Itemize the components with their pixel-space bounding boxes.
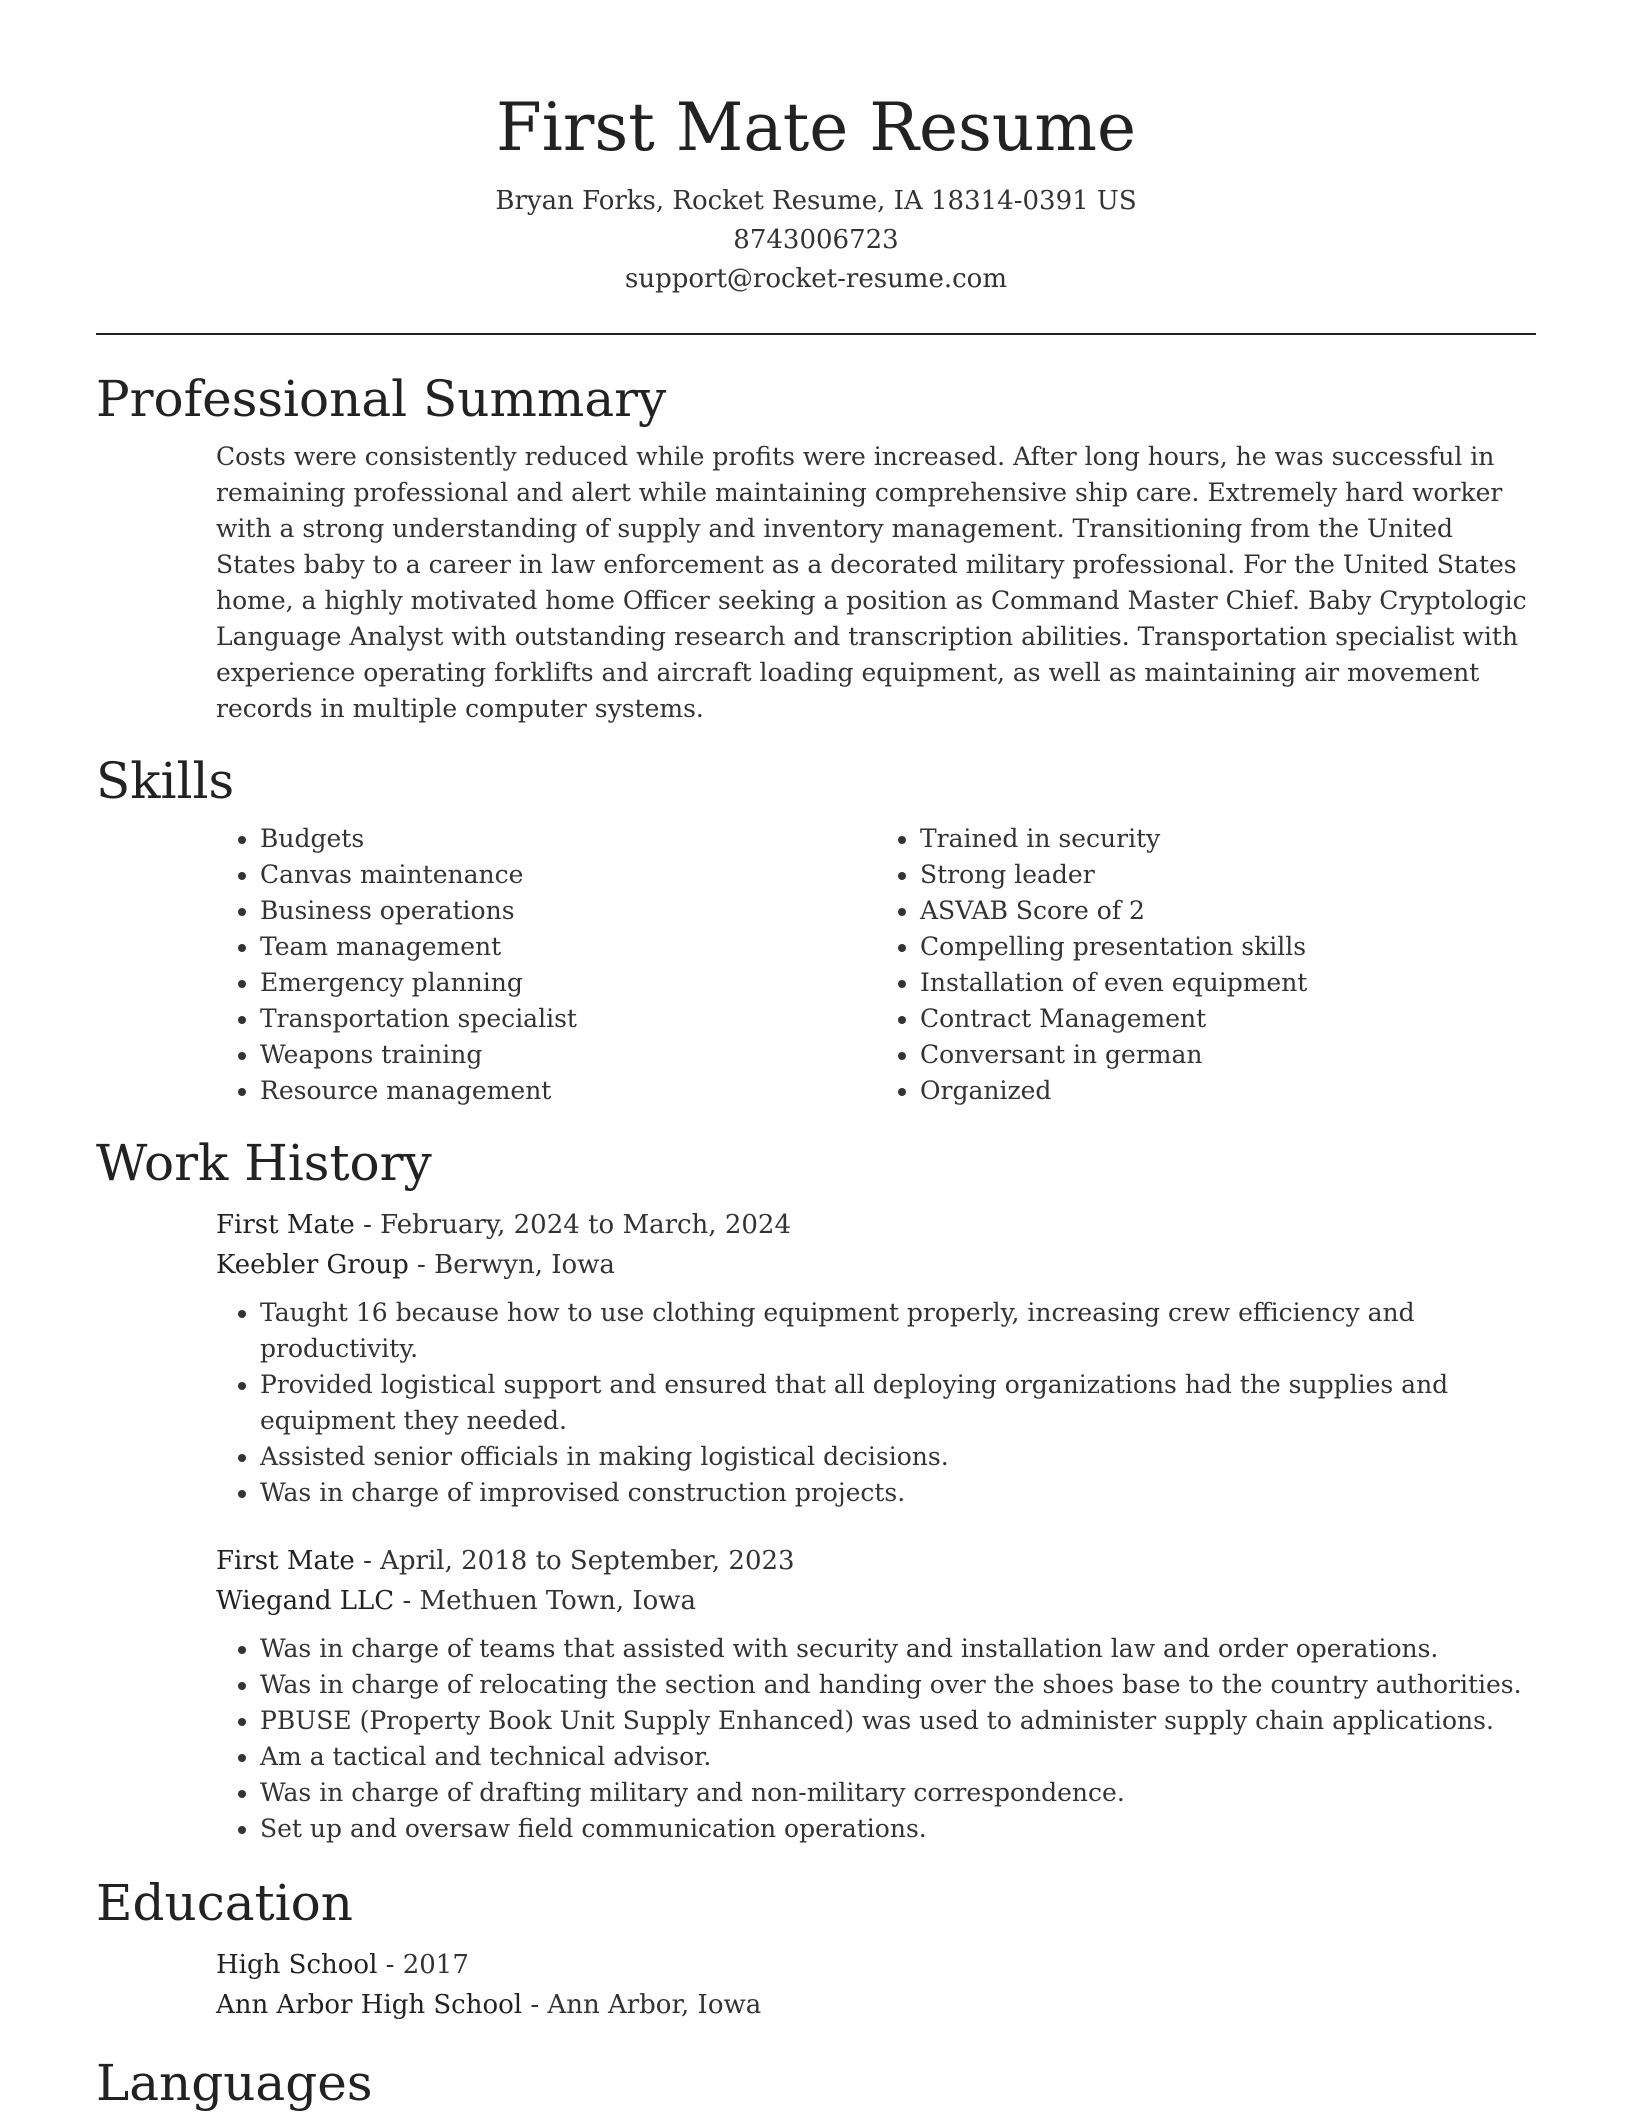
skills-heading: Skills — [96, 752, 235, 810]
skill-item: • Compelling presentation skills — [920, 929, 1536, 965]
summary-text: Costs were consistently reduced while profits were increased. After long hours, he was successful in remaining professional and alert while maintaining comprehensive ship care. Extremely hard worker with a strong understanding of supply and inventory management. Transitioning from the United States baby to a career in law enforcement as a decorated military professional. For the United States home, a highly motivated home Officer seeking a position as Command Master Chief. Baby Cryptologic Language Analyst with outstanding research and transcription abilities. Transportation specialist with experience operating forklifts and aircraft loading equipment, as well as maintaining air movement records in multiple computer systems. — [216, 442, 1527, 723]
job-bullet: • Was in charge of improvised construction projects. — [260, 1475, 1536, 1511]
job-title: First Mate — [216, 1546, 355, 1576]
job-bullet: • Was in charge of drafting military and non-military correspondence. — [260, 1775, 1536, 1811]
skill-item: • Canvas maintenance — [260, 857, 876, 893]
work-history-section — [96, 1131, 1536, 1847]
skills-section — [96, 749, 1536, 1109]
skill-item: • Organized — [920, 1073, 1536, 1109]
header-divider — [96, 333, 1536, 335]
skill-item: • Conversant in german — [920, 1037, 1536, 1073]
job-dates: - February, 2024 to March, 2024 — [354, 1210, 791, 1240]
summary-section — [96, 367, 1536, 727]
skill-item: • ASVAB Score of 2 — [920, 893, 1536, 929]
job-bullets — [216, 1295, 1536, 1511]
skills-column-left — [216, 821, 876, 1109]
languages-heading: Languages — [96, 2054, 373, 2112]
job-company-line — [216, 1581, 1536, 1621]
degree: High School — [216, 1950, 378, 1980]
company-name: Wiegand LLC — [216, 1586, 395, 1616]
job-bullet: • Provided logistical support and ensured that all deploying organizations had the supplies and equipment they needed. — [260, 1367, 1536, 1439]
skill-item: • Strong leader — [920, 857, 1536, 893]
skill-item: • Transportation specialist — [260, 1001, 876, 1037]
job-location: - Berwyn, Iowa — [408, 1250, 615, 1280]
skill-item: • Trained in security — [920, 821, 1536, 857]
school-line — [216, 1985, 1536, 2025]
summary-heading: Professional Summary — [96, 370, 667, 428]
education-heading: Education — [96, 1874, 353, 1932]
skills-grid — [216, 821, 1536, 1109]
resume-title: First Mate Resume — [495, 89, 1137, 166]
job-bullet: • Assisted senior officials in making logistical decisions. — [260, 1439, 1536, 1475]
skill-item: • Emergency planning — [260, 965, 876, 1001]
degree-line — [216, 1945, 1536, 1985]
job-bullet: • Taught 16 because how to use clothing equipment properly, increasing crew efficiency and productivity. — [260, 1295, 1536, 1367]
skill-item: • Business operations — [260, 893, 876, 929]
skill-item: • Weapons training — [260, 1037, 876, 1073]
company-name: Keebler Group — [216, 1250, 409, 1280]
email-address: support@rocket-resume.com — [624, 264, 1007, 294]
job-title-line — [216, 1541, 1536, 1581]
job-title-line — [216, 1205, 1536, 1245]
skill-item: • Budgets — [260, 821, 876, 857]
job-bullet: • Was in charge of teams that assisted with security and installation law and order operations. — [260, 1631, 1536, 1667]
resume-header — [96, 0, 1536, 299]
education-entry — [216, 1945, 1536, 2025]
languages-section — [96, 2051, 1536, 2115]
job-bullet: • Set up and oversaw field communication operations. — [260, 1811, 1536, 1847]
job-dates: - April, 2018 to September, 2023 — [354, 1546, 795, 1576]
education-section — [96, 1871, 1536, 2025]
job-location: - Methuen Town, Iowa — [394, 1586, 697, 1616]
graduation-year: - 2017 — [377, 1950, 469, 1980]
job-title: First Mate — [216, 1210, 355, 1240]
job-bullet: • Was in charge of relocating the section and handing over the shoes base to the country authorities. — [260, 1667, 1536, 1703]
skill-item: • Team management — [260, 929, 876, 965]
job-bullet: • Am a tactical and technical advisor. — [260, 1739, 1536, 1775]
skills-column-right — [876, 821, 1536, 1109]
phone-number: 8743006723 — [733, 225, 899, 255]
job-bullets — [216, 1631, 1536, 1847]
job-entry — [216, 1205, 1536, 1511]
school-location: - Ann Arbor, Iowa — [522, 1990, 762, 2020]
school-name: Ann Arbor High School — [216, 1990, 523, 2020]
contact-info — [96, 182, 1536, 299]
job-entry — [216, 1541, 1536, 1847]
job-company-line — [216, 1245, 1536, 1285]
address: Bryan Forks, Rocket Resume, IA 18314-0391 US — [495, 186, 1137, 216]
job-bullet: • PBUSE (Property Book Unit Supply Enhanced) was used to administer supply chain applications. — [260, 1703, 1536, 1739]
skill-item: • Contract Management — [920, 1001, 1536, 1037]
work-history-heading: Work History — [96, 1134, 432, 1192]
skill-item: • Resource management — [260, 1073, 876, 1109]
skill-item: • Installation of even equipment — [920, 965, 1536, 1001]
